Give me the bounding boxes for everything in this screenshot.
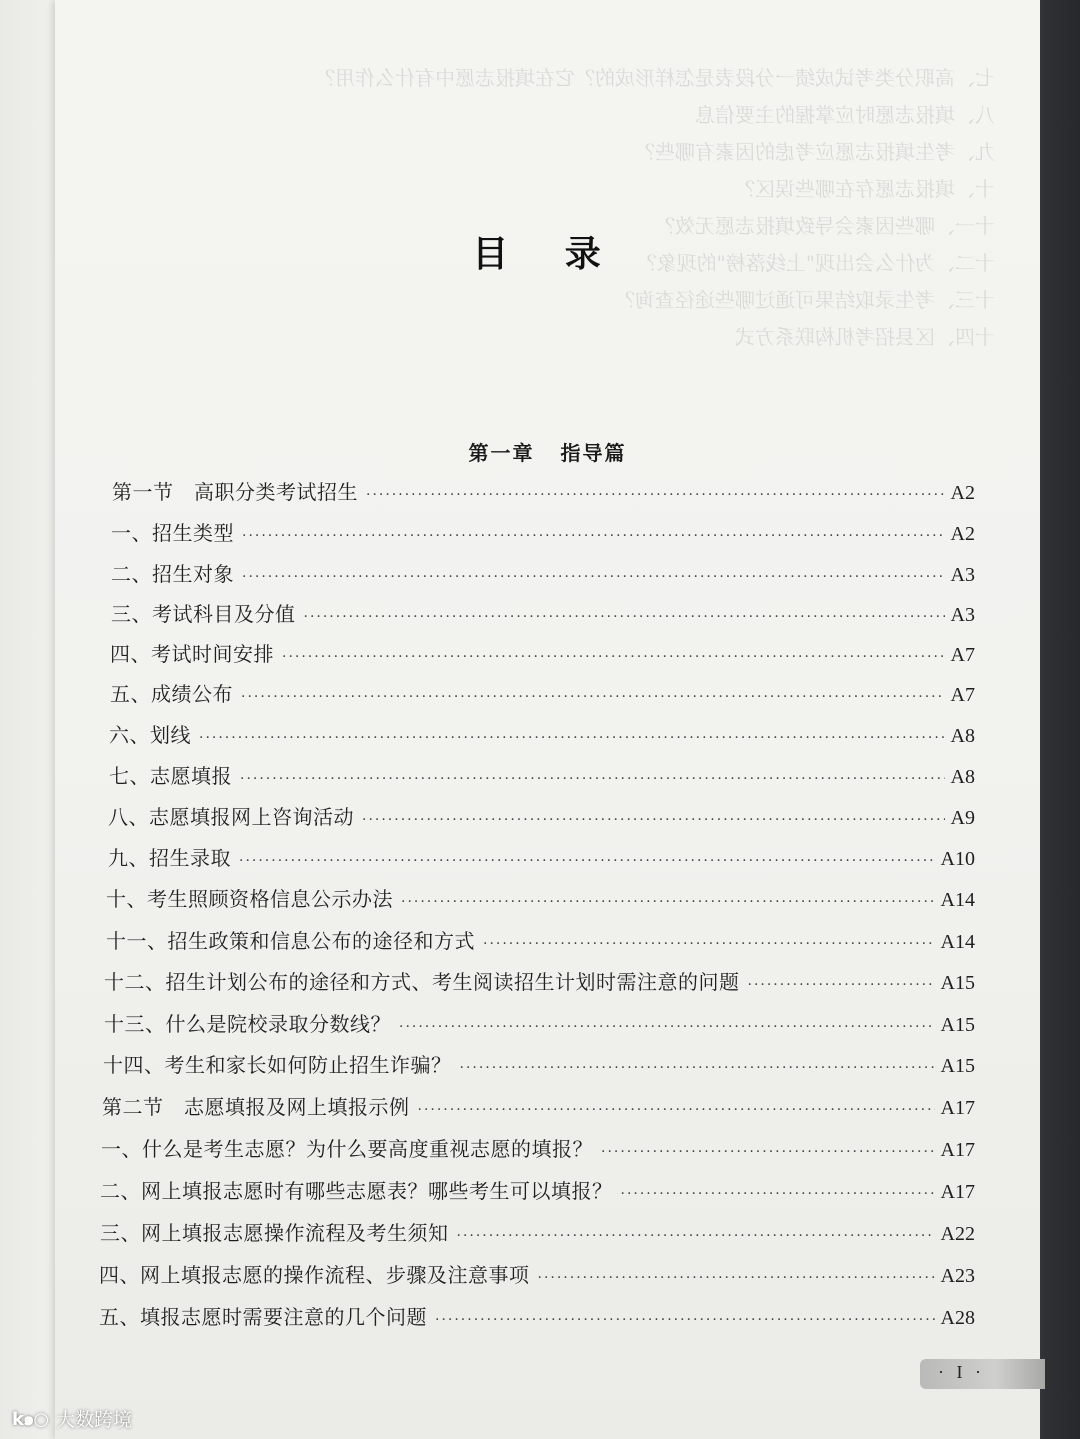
toc-entry bbox=[111, 558, 975, 588]
leader-dots bbox=[239, 853, 935, 869]
toc-entry bbox=[110, 678, 975, 708]
toc-entry-label: 二、招生对象 bbox=[111, 562, 234, 586]
toc-entry-label: 四、考试时间安排 bbox=[110, 642, 274, 666]
leader-dots bbox=[199, 730, 945, 746]
toc-entry bbox=[104, 1008, 975, 1038]
toc-entry-page: A14 bbox=[940, 931, 975, 953]
book-page bbox=[55, 0, 1040, 1439]
toc-entry-page: A15 bbox=[940, 972, 975, 994]
toc-entry-page: A14 bbox=[940, 889, 975, 911]
leader-dots bbox=[240, 771, 945, 787]
toc-entry-label: 十、考生照顾资格信息公示办法 bbox=[106, 887, 393, 911]
toc-entry bbox=[109, 719, 975, 749]
toc-entry bbox=[106, 925, 975, 955]
leader-dots bbox=[242, 569, 945, 585]
page-title: 目 录 bbox=[472, 233, 623, 275]
toc-entry-label: 三、考试科目及分值 bbox=[111, 602, 296, 626]
toc-entry-page: A7 bbox=[950, 644, 975, 666]
toc-entry-label: 一、招生类型 bbox=[111, 521, 234, 545]
toc-entry-label: 五、成绩公布 bbox=[110, 682, 233, 706]
toc-entry-label: 六、划线 bbox=[109, 723, 191, 747]
toc-entry-label: 第一节 高职分类考试招生 bbox=[112, 480, 358, 504]
toc-entry-page: A2 bbox=[950, 523, 975, 545]
toc-entry bbox=[108, 801, 975, 831]
toc-entry-page: A2 bbox=[950, 482, 975, 504]
toc-entry-label: 八、志愿填报网上咨询活动 bbox=[108, 805, 354, 829]
toc-entry bbox=[106, 883, 975, 913]
leader-dots bbox=[435, 1312, 935, 1328]
toc-entry-label: 十四、考生和家长如何防止招生诈骗？ bbox=[103, 1053, 452, 1077]
watermark bbox=[12, 1404, 132, 1433]
toc-entry bbox=[99, 1301, 975, 1331]
toc-entry-label: 一、什么是考生志愿？为什么要高度重视志愿的填报？ bbox=[101, 1137, 593, 1161]
toc-entry bbox=[101, 1133, 975, 1163]
toc-entry-page: A9 bbox=[950, 807, 975, 829]
toc-entry bbox=[112, 476, 975, 506]
toc-entry-page: A7 bbox=[950, 684, 975, 706]
leader-dots bbox=[242, 528, 945, 544]
leader-dots bbox=[401, 894, 935, 910]
toc-entry bbox=[108, 842, 975, 872]
leader-dots bbox=[399, 1019, 935, 1035]
toc-entry bbox=[111, 517, 975, 547]
leader-dots bbox=[601, 1144, 935, 1160]
toc-entry-page: A28 bbox=[940, 1307, 975, 1329]
leader-dots bbox=[538, 1270, 935, 1286]
leader-dots bbox=[418, 1102, 935, 1118]
toc-entry-page: A3 bbox=[950, 604, 975, 626]
toc-entry-label: 四、网上填报志愿的操作流程、步骤及注意事项 bbox=[99, 1263, 530, 1287]
leader-dots bbox=[457, 1228, 935, 1244]
toc-entry-label: 十一、招生政策和信息公布的途径和方式 bbox=[106, 929, 475, 953]
toc-entry-page: A17 bbox=[940, 1181, 975, 1203]
page-number: · I · bbox=[938, 1362, 985, 1382]
toc-entry-page: A8 bbox=[950, 725, 975, 747]
page-number-tab bbox=[920, 1359, 1045, 1389]
toc-entry-page: A17 bbox=[940, 1097, 975, 1119]
watermark-logo-icon: k๑○ bbox=[12, 1409, 49, 1430]
leader-dots bbox=[621, 1186, 935, 1202]
toc-entry-label: 二、网上填报志愿时有哪些志愿表？哪些考生可以填报？ bbox=[100, 1179, 613, 1203]
toc-entry-label: 三、网上填报志愿操作流程及考生须知 bbox=[100, 1221, 449, 1245]
leader-dots bbox=[483, 936, 935, 952]
toc-entry bbox=[110, 638, 975, 668]
toc-entry-page: A15 bbox=[940, 1055, 975, 1077]
toc-entry bbox=[103, 1049, 975, 1079]
chapter-number: 第一章 bbox=[468, 441, 535, 465]
chapter-name: 指导篇 bbox=[560, 441, 627, 465]
leader-dots bbox=[362, 812, 945, 828]
leader-dots bbox=[241, 689, 945, 705]
toc-entry-page: A8 bbox=[950, 766, 975, 788]
toc-entry-page: A23 bbox=[940, 1265, 975, 1287]
leader-dots bbox=[748, 977, 935, 993]
toc-entry-page: A22 bbox=[940, 1223, 975, 1245]
leader-dots bbox=[282, 649, 945, 665]
toc-entry-label: 九、招生录取 bbox=[108, 846, 231, 870]
toc-entry-label: 五、填报志愿时需要注意的几个问题 bbox=[99, 1305, 427, 1329]
leader-dots bbox=[460, 1060, 935, 1076]
toc-entry-page: A3 bbox=[950, 564, 975, 586]
leader-dots bbox=[366, 487, 945, 503]
toc-entry-page: A17 bbox=[940, 1139, 975, 1161]
toc-entry-page: A15 bbox=[940, 1014, 975, 1036]
toc-entry bbox=[100, 1175, 975, 1205]
toc-entry bbox=[104, 966, 975, 996]
toc-entry-label: 十二、招生计划公布的途径和方式、考生阅读招生计划时需注意的问题 bbox=[104, 970, 740, 994]
toc-entry-label: 七、志愿填报 bbox=[109, 764, 232, 788]
toc-entry bbox=[99, 1259, 975, 1289]
toc-entry bbox=[102, 1091, 975, 1121]
watermark-text: 大数跨境 bbox=[56, 1409, 133, 1431]
leader-dots bbox=[304, 609, 945, 625]
chapter-heading bbox=[55, 437, 1040, 466]
bleed-through-text: 七、高职分类考试成绩一分段表是怎样形成的？它在填报志愿中有什么作用？ 八、填报志愿时应掌握的主要信息 九、考生填报志愿应考虑的因素有哪些？ 十、填报志愿存在哪些误区？ 十一、哪些因素会导致填报志愿无效？ 十二、为什么会出现"上线落榜"的现象？ 十三、考生录取结果可通过哪些途径查询？ 十四、区县招考机构联系方式 bbox=[315, 66, 995, 349]
toc-entry bbox=[109, 760, 975, 790]
toc-entry-label: 第二节 志愿填报及网上填报示例 bbox=[102, 1095, 410, 1119]
toc-entry bbox=[111, 598, 975, 628]
toc-entry bbox=[100, 1217, 975, 1247]
toc-entry-page: A10 bbox=[940, 848, 975, 870]
toc-entry-label: 十三、什么是院校录取分数线？ bbox=[104, 1012, 391, 1036]
